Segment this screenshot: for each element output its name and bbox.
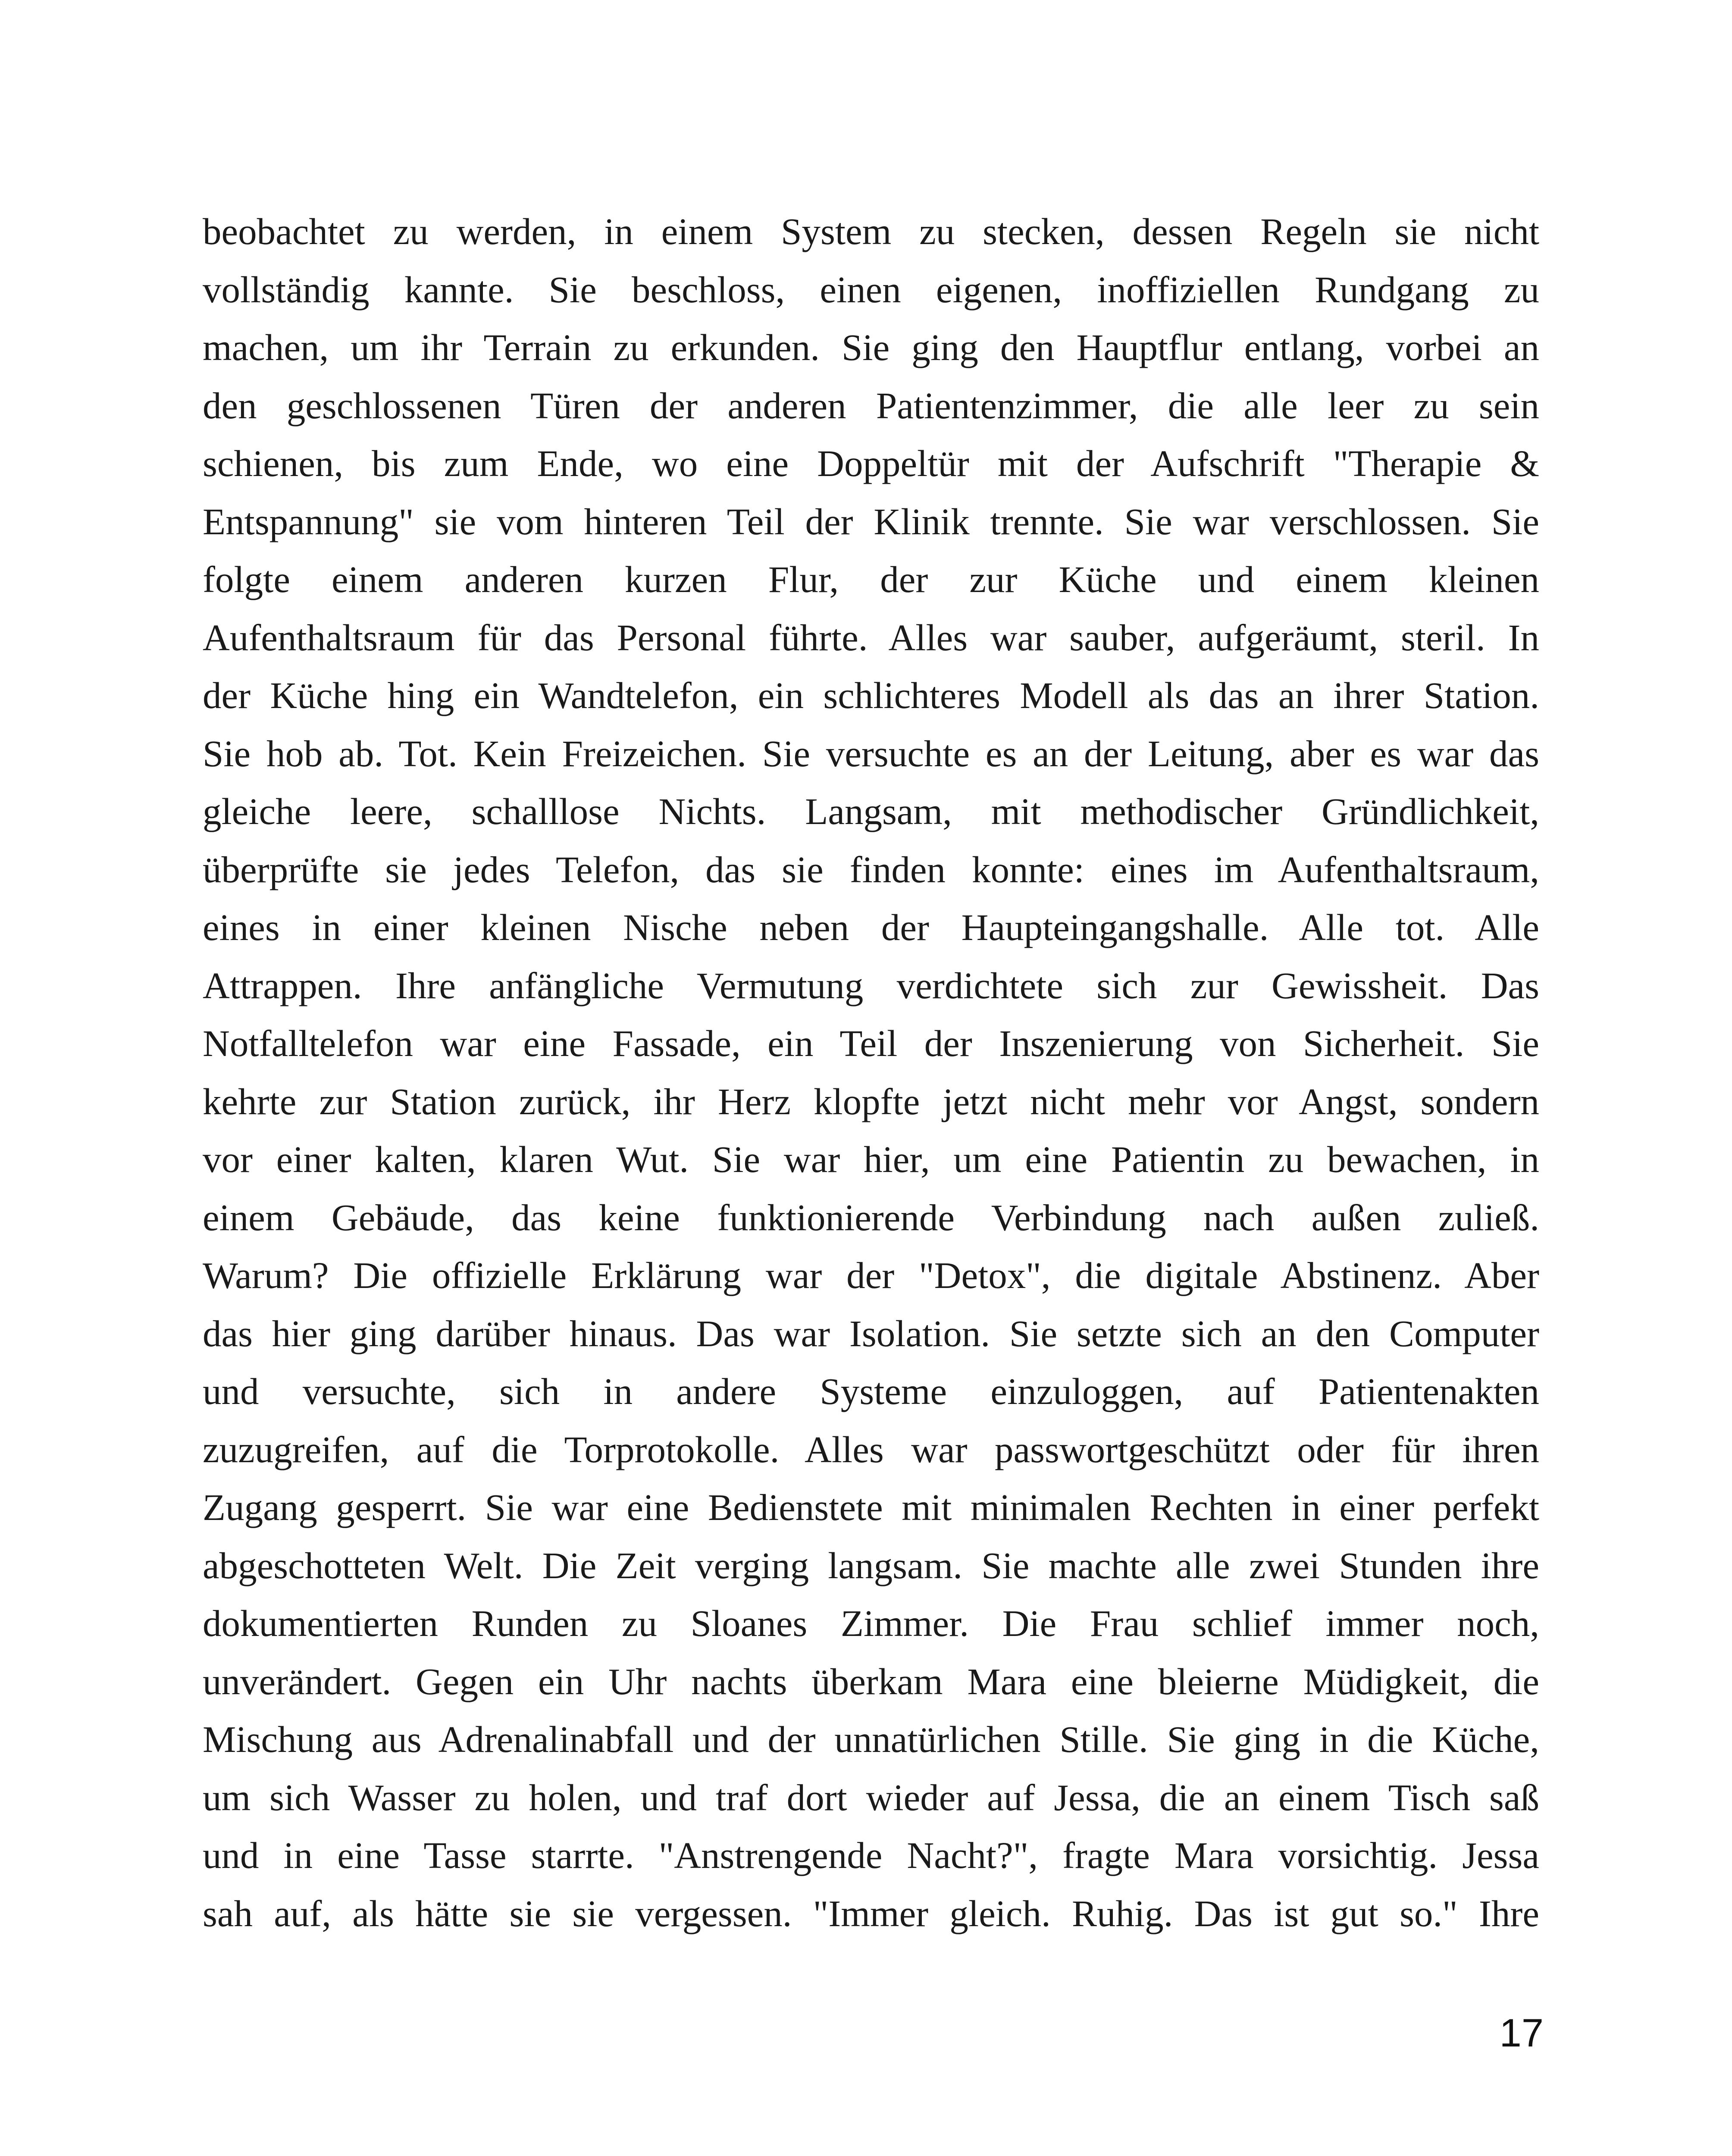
text-line: überprüfte sie jedes Telefon, das sie finden konnte: eines im Aufenthaltsraum, xyxy=(203,848,1539,890)
text-line: Attrappen. Ihre anfängliche Vermutung verdichtete sich zur Gewissheit. Das xyxy=(203,964,1539,1006)
text-line: Entspannung" sie vom hinteren Teil der Klinik trennte. Sie war verschlossen. Sie xyxy=(203,500,1539,542)
text-line: einem Gebäude, das keine funktionierende Verbindung nach außen zuließ. xyxy=(203,1196,1539,1238)
body-text xyxy=(203,203,1539,1943)
text-line: zuzugreifen, auf die Torprotokolle. Alles war passwortgeschützt oder für ihren xyxy=(203,1428,1539,1470)
text-line: und versuchte, sich in andere Systeme einzuloggen, auf Patientenakten xyxy=(203,1370,1539,1412)
text-line: schienen, bis zum Ende, wo eine Doppeltür mit der Aufschrift "Therapie & xyxy=(203,442,1539,484)
text-line: um sich Wasser zu holen, und traf dort wieder auf Jessa, die an einem Tisch saß xyxy=(203,1776,1539,1818)
text-line: abgeschotteten Welt. Die Zeit verging langsam. Sie machte alle zwei Stunden ihre xyxy=(203,1544,1539,1586)
text-line: Mischung aus Adrenalinabfall und der unnatürlichen Stille. Sie ging in die Küche, xyxy=(203,1718,1539,1760)
text-line: den geschlossenen Türen der anderen Patientenzimmer, die alle leer zu sein xyxy=(203,384,1539,426)
text-line: folgte einem anderen kurzen Flur, der zur Küche und einem kleinen xyxy=(203,558,1539,600)
text-line: machen, um ihr Terrain zu erkunden. Sie ging den Hauptflur entlang, vorbei an xyxy=(203,326,1539,368)
text-line: unverändert. Gegen ein Uhr nachts überkam Mara eine bleierne Müdigkeit, die xyxy=(203,1660,1539,1702)
text-line: Zugang gesperrt. Sie war eine Bedienstete mit minimalen Rechten in einer perfekt xyxy=(203,1486,1539,1528)
text-line: vor einer kalten, klaren Wut. Sie war hier, um eine Patientin zu bewachen, in xyxy=(203,1138,1539,1180)
text-line: der Küche hing ein Wandtelefon, ein schlichteres Modell als das an ihrer Station. xyxy=(203,674,1539,716)
text-line: beobachtet zu werden, in einem System zu stecken, dessen Regeln sie nicht xyxy=(203,210,1539,252)
text-line: gleiche leere, schalllose Nichts. Langsam, mit methodischer Gründlichkeit, xyxy=(203,790,1539,832)
text-line: Sie hob ab. Tot. Kein Freizeichen. Sie versuchte es an der Leitung, aber es war das xyxy=(203,732,1539,774)
text-line: Warum? Die offizielle Erklärung war der "Detox", die digitale Abstinenz. Aber xyxy=(203,1254,1539,1296)
text-line: und in eine Tasse starrte. "Anstrengende Nacht?", fragte Mara vorsichtig. Jessa xyxy=(203,1834,1539,1876)
text-line: sah auf, als hätte sie sie vergessen. "Immer gleich. Ruhig. Das ist gut so." Ihre xyxy=(203,1892,1539,1934)
text-line: vollständig kannte. Sie beschloss, einen eigenen, inoffiziellen Rundgang zu xyxy=(203,268,1539,310)
text-line: dokumentierten Runden zu Sloanes Zimmer. Die Frau schlief immer noch, xyxy=(203,1602,1539,1644)
text-line: kehrte zur Station zurück, ihr Herz klopfte jetzt nicht mehr vor Angst, sondern xyxy=(203,1080,1539,1122)
page-number: 17 xyxy=(1499,2011,1544,2055)
text-line: Notfalltelefon war eine Fassade, ein Teil der Inszenierung von Sicherheit. Sie xyxy=(203,1022,1539,1064)
text-line: Aufenthaltsraum für das Personal führte. Alles war sauber, aufgeräumt, steril. In xyxy=(203,616,1539,658)
text-line: das hier ging darüber hinaus. Das war Isolation. Sie setzte sich an den Computer xyxy=(203,1312,1539,1354)
text-line: eines in einer kleinen Nische neben der Haupteingangshalle. Alle tot. Alle xyxy=(203,906,1539,948)
